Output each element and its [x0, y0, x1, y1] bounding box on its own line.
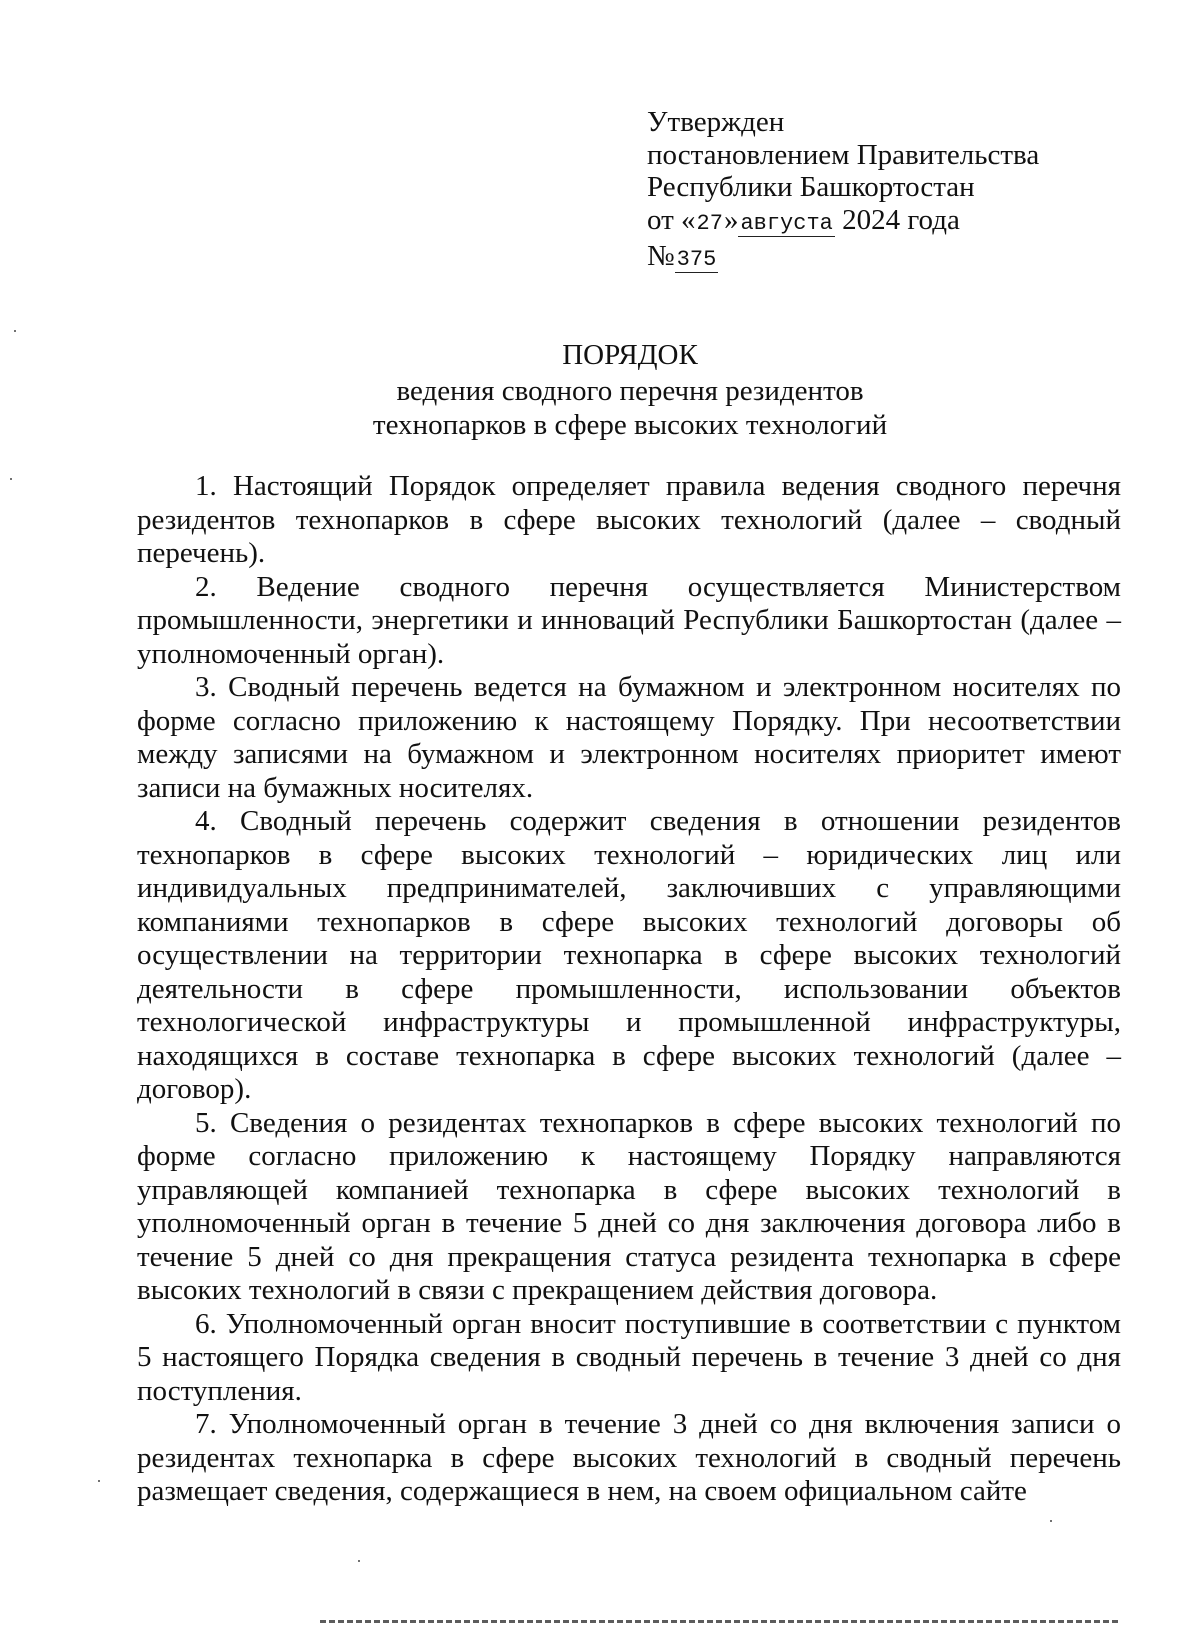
scan-speck — [10, 478, 12, 480]
approval-number-value: 375 — [676, 247, 717, 272]
scan-speck — [14, 330, 16, 332]
approval-number — [647, 240, 1039, 277]
paragraph-1: 1. Настоящий Порядок определяет правила ведения сводного перечня резидентов технопарков в сфере высоких технологий (далее – сводный перечень). — [137, 470, 1121, 569]
subtitle-line-2: технопарков в сфере высоких технологий — [372, 409, 888, 441]
document-body — [137, 470, 1121, 1509]
approval-number-prefix: № — [647, 240, 675, 272]
approval-date-prefix: от « — [647, 203, 696, 236]
approval-line-approved: Утвержден — [647, 106, 785, 138]
subtitle-line-1: ведения сводного перечня резидентов — [396, 375, 864, 407]
approval-date-day: 27 — [696, 210, 723, 236]
scan-speck — [358, 1560, 360, 1562]
approval-date-mid: » — [723, 203, 739, 236]
approval-date — [647, 204, 1039, 241]
approval-line-resolution: постановлением Правительства — [647, 138, 1040, 171]
approval-date-suffix: 2024 года — [834, 203, 960, 236]
scan-speck — [98, 1480, 100, 1482]
paragraph-2: 2. Ведение сводного перечня осуществляется Министерством промышленности, энергетики и инноваций Республики Башкортостан (далее – уполномоченный орган). — [137, 570, 1121, 670]
paragraph-6: 6. Уполномоченный орган вносит поступившие в соответствии с пунктом 5 настоящего Порядка сведения в сводный перечень в течение 3 дней со дня поступления. — [137, 1307, 1121, 1407]
paragraph-5: 5. Сведения о резидентах технопарков в сфере высоких технологий по форме согласно приложению к настоящему Порядку направляются управляющей компанией технопарка в сфере высоких технологий в уполномоченный орган в течение 5 дней со дня заключения договора либо в течение 5 дней со дня прекращения статуса резидента технопарка в сфере высоких технологий в связи с прекращением действия договора. — [137, 1106, 1121, 1306]
document-subtitle — [0, 374, 1200, 442]
approval-date-month: августа — [740, 210, 833, 236]
scan-speck — [1050, 1520, 1052, 1522]
paragraph-3: 3. Сводный перечень ведется на бумажном и электронном носителях по форме согласно приложению к настоящему Порядку. При несоответствии между записями на бумажном и электронном носителях приоритет имеют записи на бумажных носителях. — [137, 671, 1121, 804]
paragraph-4: 4. Сводный перечень содержит сведения в отношении резидентов технопарков в сфере высоких технологий – юридических лиц или индивидуальных предпринимателей, заключивших с управляющими компаниями технопарков в сфере высоких технологий договоры об осуществлении на территории технопарка в сфере высоких технологий деятельности в сфере промышленности, использовании объектов технологической инфраструктуры и промышленной инфраструктуры, находящихся в составе технопарка в сфере высоких технологий (далее – договор). — [137, 805, 1121, 1105]
document-title: ПОРЯДОК — [562, 339, 698, 371]
approval-stamp — [647, 106, 1039, 277]
scan-bottom-edge — [320, 1620, 1120, 1623]
approval-line-republic: Республики Башкортостан — [647, 171, 975, 203]
paragraph-7: 7. Уполномоченный орган в течение 3 дней со дня включения записи о резидентах технопарка в сфере высоких технологий в сводный перечень размещает сведения, содержащиеся в нем, на своем официальном сайте — [137, 1408, 1121, 1507]
